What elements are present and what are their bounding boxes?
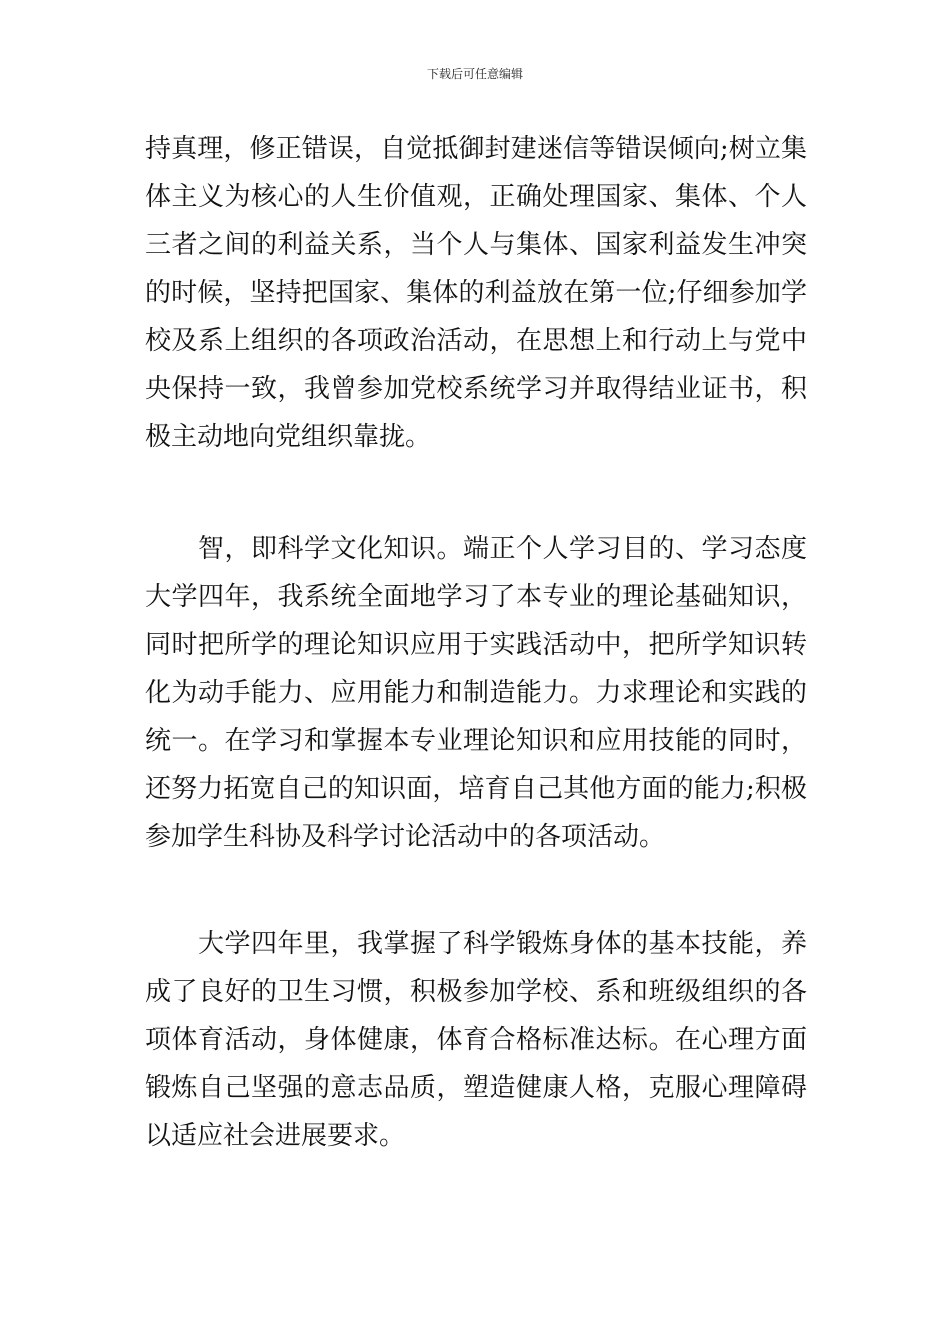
text-line: 三者之间的利益关系，当个人与集体、国家利益发生冲突 (145, 230, 807, 260)
text-line: 大学四年里，我掌握了科学锻炼身体的基本技能，养 (198, 929, 807, 959)
text-line: 项体育活动，身体健康，体育合格标准达标。在心理方面 (145, 1025, 807, 1055)
paragraph-knowledge (145, 525, 807, 861)
text-line: 统一。在学习和掌握本专业理论知识和应用技能的同时， (145, 726, 807, 756)
text-line: 体主义为核心的人生价值观，正确处理国家、集体、个人 (145, 182, 807, 212)
text-line: 还努力拓宽自己的知识面，培育自己其他方面的能力;积极 (145, 774, 807, 804)
text-line: 同时把所学的理论知识应用于实践活动中，把所学知识转 (145, 630, 807, 660)
text-line: 锻炼自己坚强的意志品质，塑造健康人格，克服心理障碍 (145, 1073, 807, 1103)
text-line: 参加学生科协及科学讨论活动中的各项活动。 (145, 822, 666, 852)
text-line: 校及系上组织的各项政治活动，在思想上和行动上与党中 (145, 326, 807, 356)
text-line: 大学四年，我系统全面地学习了本专业的理论基础知识， (145, 582, 807, 612)
paragraph-political (145, 125, 807, 461)
text-line: 以适应社会进展要求。 (145, 1121, 406, 1151)
text-line: 成了良好的卫生习惯，积极参加学校、系和班级组织的各 (145, 977, 807, 1007)
text-line: 智，即科学文化知识。端正个人学习目的、学习态度 (198, 534, 807, 564)
text-line: 持真理，修正错误，自觉抵御封建迷信等错误倾向;树立集 (145, 134, 807, 164)
text-line: 央保持一致，我曾参加党校系统学习并取得结业证书，积 (145, 374, 807, 404)
paragraph-physical (145, 920, 807, 1160)
text-line: 的时候，坚持把国家、集体的利益放在第一位;仔细参加学 (145, 278, 807, 308)
text-line: 极主动地向党组织靠拢。 (145, 422, 432, 452)
text-line: 化为动手能力、应用能力和制造能力。力求理论和实践的 (145, 678, 807, 708)
page-header: 下载后可任意编辑 (426, 67, 523, 81)
